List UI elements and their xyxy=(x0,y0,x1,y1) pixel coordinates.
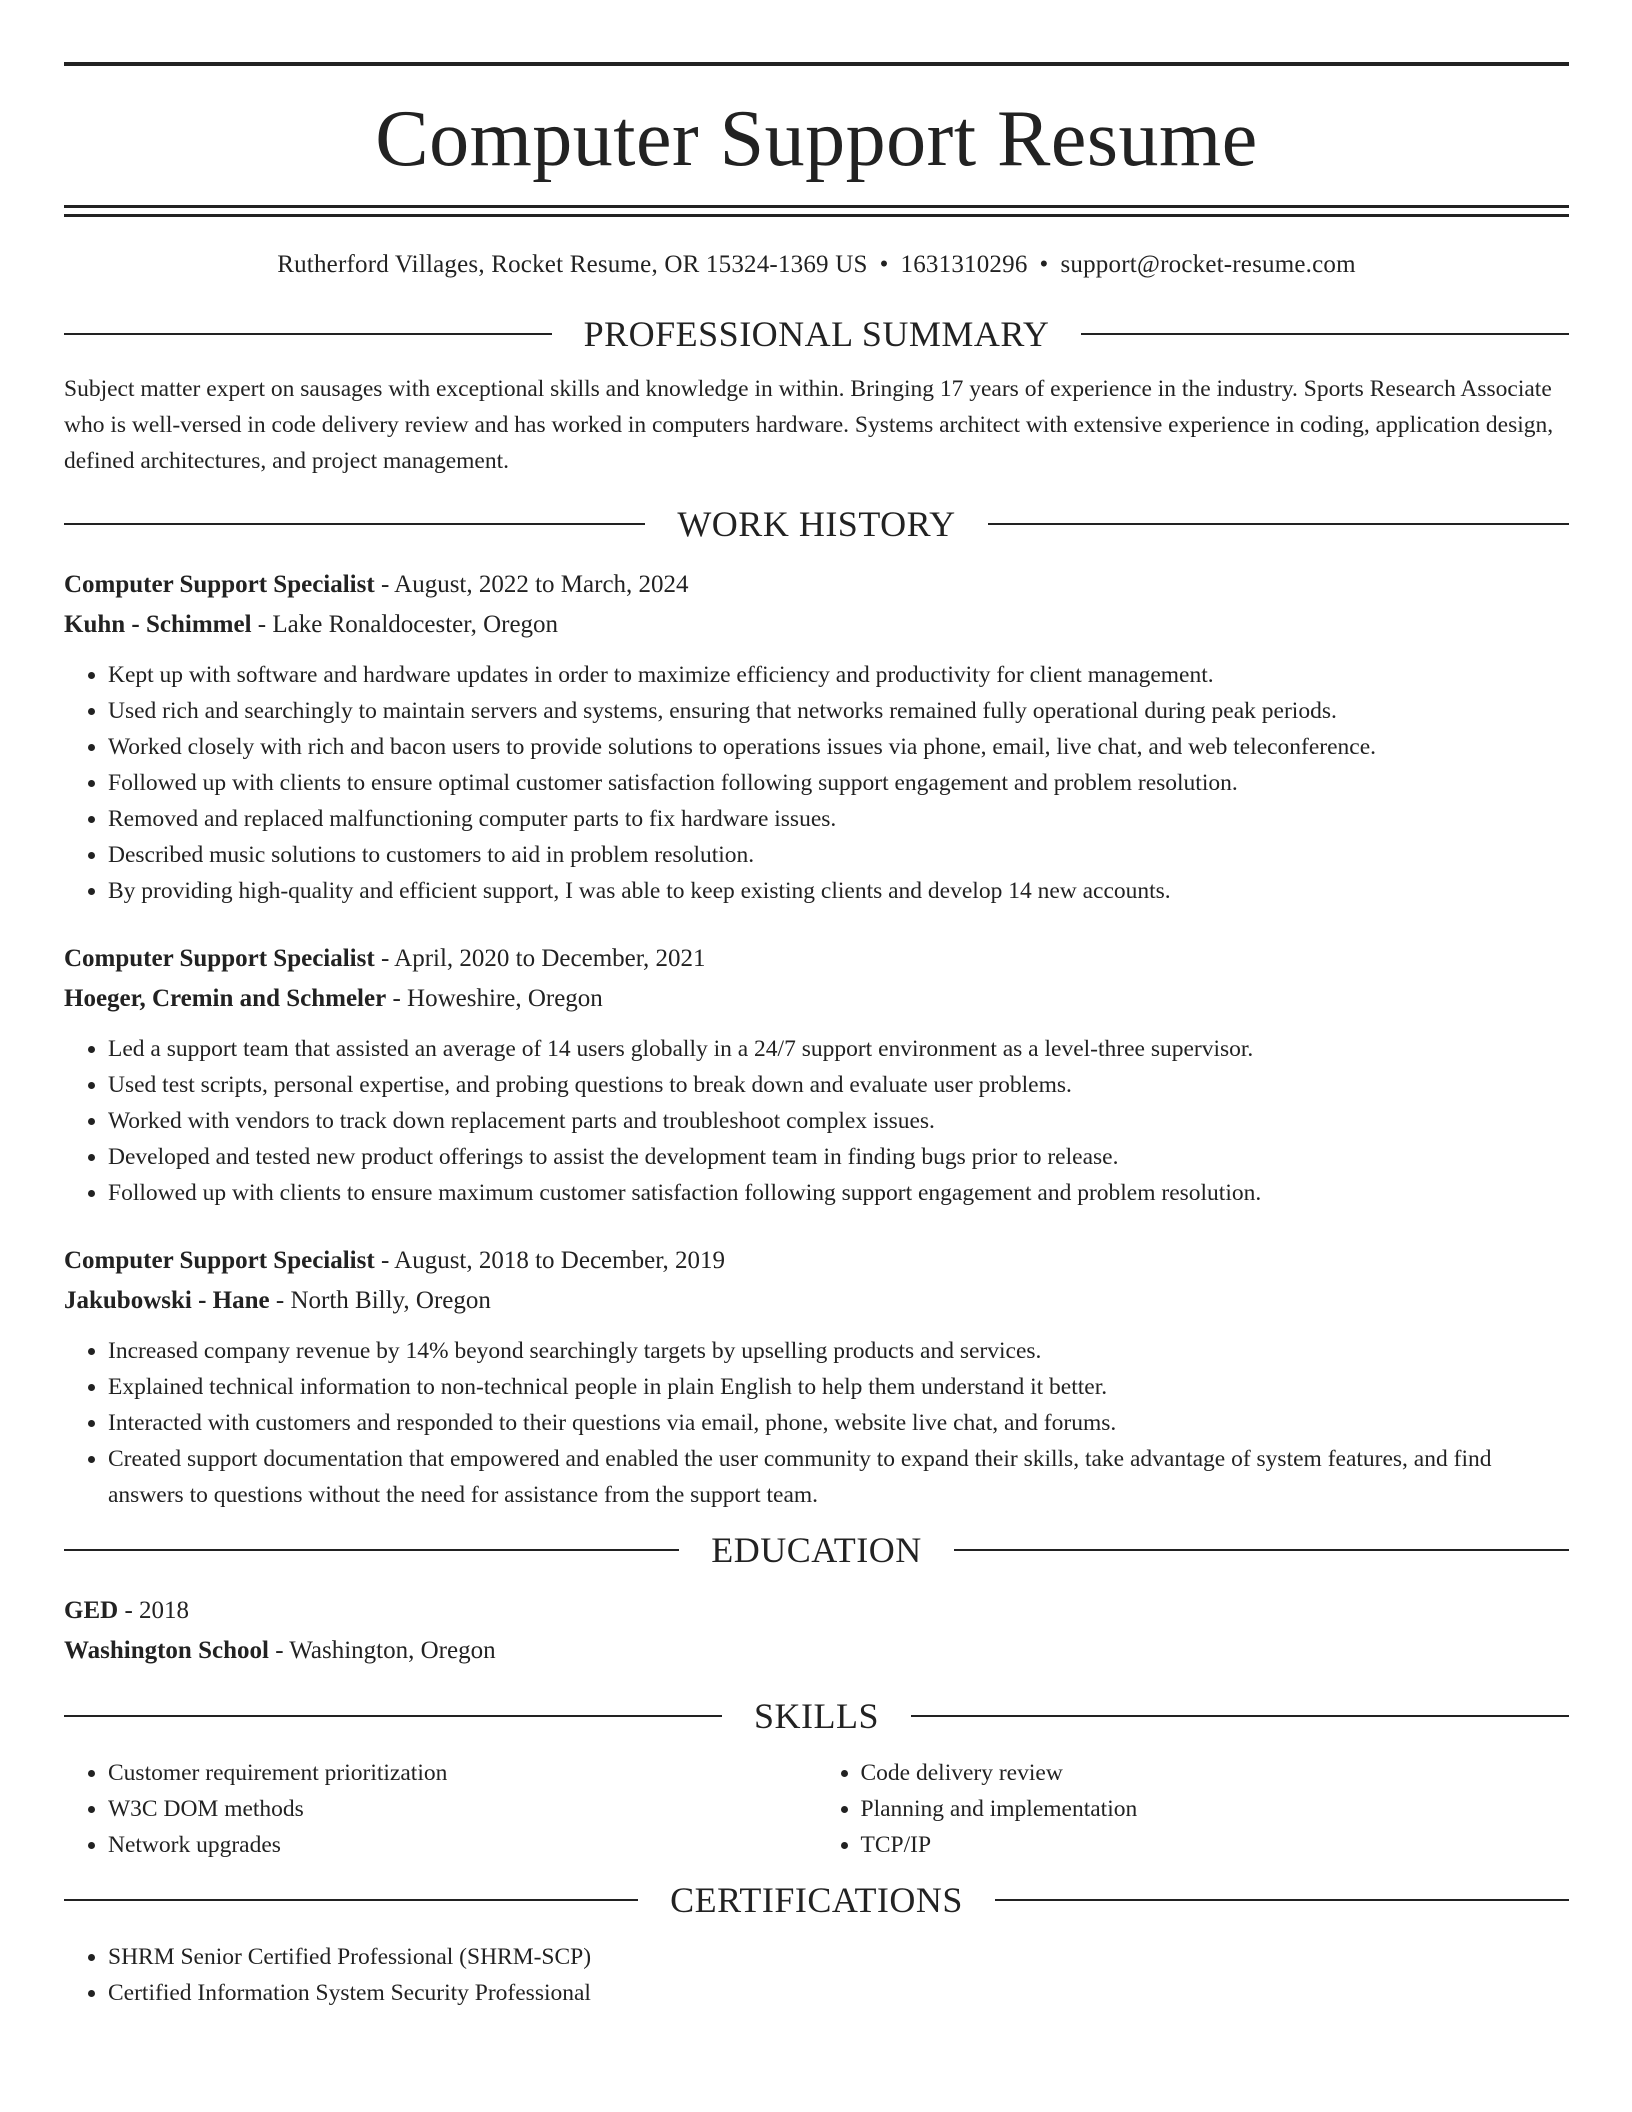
list-item: • TCP/IP xyxy=(861,1827,1570,1863)
job-company: Kuhn - Schimmel xyxy=(64,611,252,638)
list-item: • Worked with vendors to track down replacement parts and troubleshoot complex issues. xyxy=(108,1103,1569,1139)
list-item: • Described music solutions to customers to aid in problem resolution. xyxy=(108,837,1569,873)
job-title-line xyxy=(64,939,1569,979)
section-header-certifications xyxy=(64,1877,1569,1923)
job-company: Jakubowski - Hane xyxy=(64,1287,270,1314)
contact-line xyxy=(64,247,1569,283)
certifications-list xyxy=(64,1939,1569,2011)
list-item: • Network upgrades xyxy=(108,1827,817,1863)
contact-separator: • xyxy=(879,251,889,278)
job-dates: - August, 2022 to March, 2024 xyxy=(374,571,689,598)
section-rule xyxy=(64,1899,638,1901)
list-item: • Worked closely with rich and bacon users to provide solutions to operations issues via phone, email, live chat, and web teleconference. xyxy=(108,729,1569,765)
section-title: CERTIFICATIONS xyxy=(670,1880,963,1920)
list-item: • Certified Information System Security Professional xyxy=(108,1975,1569,2011)
list-item: • Led a support team that assisted an average of 14 users globally in a 24/7 support environment as a level-three supervisor. xyxy=(108,1031,1569,1067)
title-double-rule xyxy=(64,205,1569,217)
education-degree: GED xyxy=(64,1597,119,1624)
list-item: • Planning and implementation xyxy=(861,1791,1570,1827)
section-title: EDUCATION xyxy=(711,1530,922,1570)
list-item: • Increased company revenue by 14% beyond searchingly targets by upselling products and services. xyxy=(108,1333,1569,1369)
job-dates: - August, 2018 to December, 2019 xyxy=(374,1247,726,1274)
section-rule xyxy=(988,523,1569,525)
job-entry xyxy=(64,939,1569,1211)
list-item: • Removed and replaced malfunctioning computer parts to fix hardware issues. xyxy=(108,801,1569,837)
job-title: Computer Support Specialist xyxy=(64,945,375,972)
list-item: • Followed up with clients to ensure optimal customer satisfaction following support engagement and problem resolution. xyxy=(108,765,1569,801)
education-entry xyxy=(64,1591,1569,1671)
job-company-line xyxy=(64,979,1569,1019)
list-item: • Used rich and searchingly to maintain servers and systems, ensuring that networks remained fully operational during peak periods. xyxy=(108,693,1569,729)
list-item: • Used test scripts, personal expertise, and probing questions to break down and evaluate user problems. xyxy=(108,1067,1569,1103)
section-rule xyxy=(64,523,645,525)
section-rule xyxy=(64,1715,722,1717)
skills-column-right xyxy=(817,1755,1570,1863)
job-bullets xyxy=(64,1333,1569,1513)
summary-text: Subject matter expert on sausages with exceptional skills and knowledge in within. Bringing 17 years of experience in the industry. Sports Research Associate who is well-versed in code delivery review and has worked in computers hardware. Systems architect with extensive experience in coding, application design, defined architectures, and project management. xyxy=(64,376,1554,474)
section-header-skills xyxy=(64,1693,1569,1739)
section-header-education xyxy=(64,1527,1569,1573)
job-company-line xyxy=(64,605,1569,645)
section-rule xyxy=(64,1549,679,1551)
job-bullets xyxy=(64,1031,1569,1211)
section-rule xyxy=(954,1549,1569,1551)
job-dates: - April, 2020 to December, 2021 xyxy=(374,945,706,972)
list-item: • W3C DOM methods xyxy=(108,1791,817,1827)
education-degree-line xyxy=(64,1591,1569,1631)
job-bullets xyxy=(64,657,1569,909)
list-item: • Code delivery review xyxy=(861,1755,1570,1791)
section-rule xyxy=(64,333,552,335)
list-item: • By providing high-quality and efficient support, I was able to keep existing clients and develop 14 new accounts. xyxy=(108,873,1569,909)
skills-list xyxy=(64,1749,1569,1863)
job-title: Computer Support Specialist xyxy=(64,1247,375,1274)
list-item: • Developed and tested new product offerings to assist the development team in finding bugs prior to release. xyxy=(108,1139,1569,1175)
contact-address: Rutherford Villages, Rocket Resume, OR 15324-1369 US xyxy=(277,251,868,278)
section-title: WORK HISTORY xyxy=(677,504,956,544)
section-header-work xyxy=(64,501,1569,547)
job-title: Computer Support Specialist xyxy=(64,571,375,598)
contact-phone: 1631310296 xyxy=(900,251,1028,278)
education-school: Washington School xyxy=(64,1637,269,1664)
section-rule xyxy=(995,1899,1569,1901)
education-year: - 2018 xyxy=(118,1597,190,1624)
list-item: • Followed up with clients to ensure maximum customer satisfaction following support engagement and problem resolution. xyxy=(108,1175,1569,1211)
list-item: • Interacted with customers and responded to their questions via email, phone, website live chat, and forums. xyxy=(108,1405,1569,1441)
job-company: Hoeger, Cremin and Schmeler xyxy=(64,985,387,1012)
section-title: SKILLS xyxy=(754,1696,880,1736)
contact-separator: • xyxy=(1039,251,1049,278)
job-company-line xyxy=(64,1281,1569,1321)
contact-email: support@rocket-resume.com xyxy=(1060,251,1356,278)
education-school-line xyxy=(64,1631,1569,1671)
list-item: • Kept up with software and hardware updates in order to maximize efficiency and productivity for client management. xyxy=(108,657,1569,693)
job-entry xyxy=(64,565,1569,909)
section-title: PROFESSIONAL SUMMARY xyxy=(583,314,1050,354)
list-item: • Explained technical information to non-technical people in plain English to help them understand it better. xyxy=(108,1369,1569,1405)
job-location: - North Billy, Oregon xyxy=(269,1287,491,1314)
skills-column-left xyxy=(64,1755,817,1863)
education-location: - Washington, Oregon xyxy=(268,1637,496,1664)
top-rule xyxy=(64,62,1569,66)
job-title-line xyxy=(64,1241,1569,1281)
job-entry xyxy=(64,1241,1569,1513)
section-rule xyxy=(911,1715,1569,1717)
list-item: • Customer requirement prioritization xyxy=(108,1755,817,1791)
section-rule xyxy=(1081,333,1569,335)
list-item: • Created support documentation that empowered and enabled the user community to expand their skills, take advantage of system features, and find answers to questions without the need for assistance from the support team. xyxy=(108,1441,1569,1513)
job-title-line xyxy=(64,565,1569,605)
job-location: - Howeshire, Oregon xyxy=(386,985,603,1012)
page-title: Computer Support Resume xyxy=(375,95,1258,183)
job-location: - Lake Ronaldocester, Oregon xyxy=(251,611,559,638)
section-header-summary xyxy=(64,311,1569,357)
list-item: • SHRM Senior Certified Professional (SHRM-SCP) xyxy=(108,1939,1569,1975)
